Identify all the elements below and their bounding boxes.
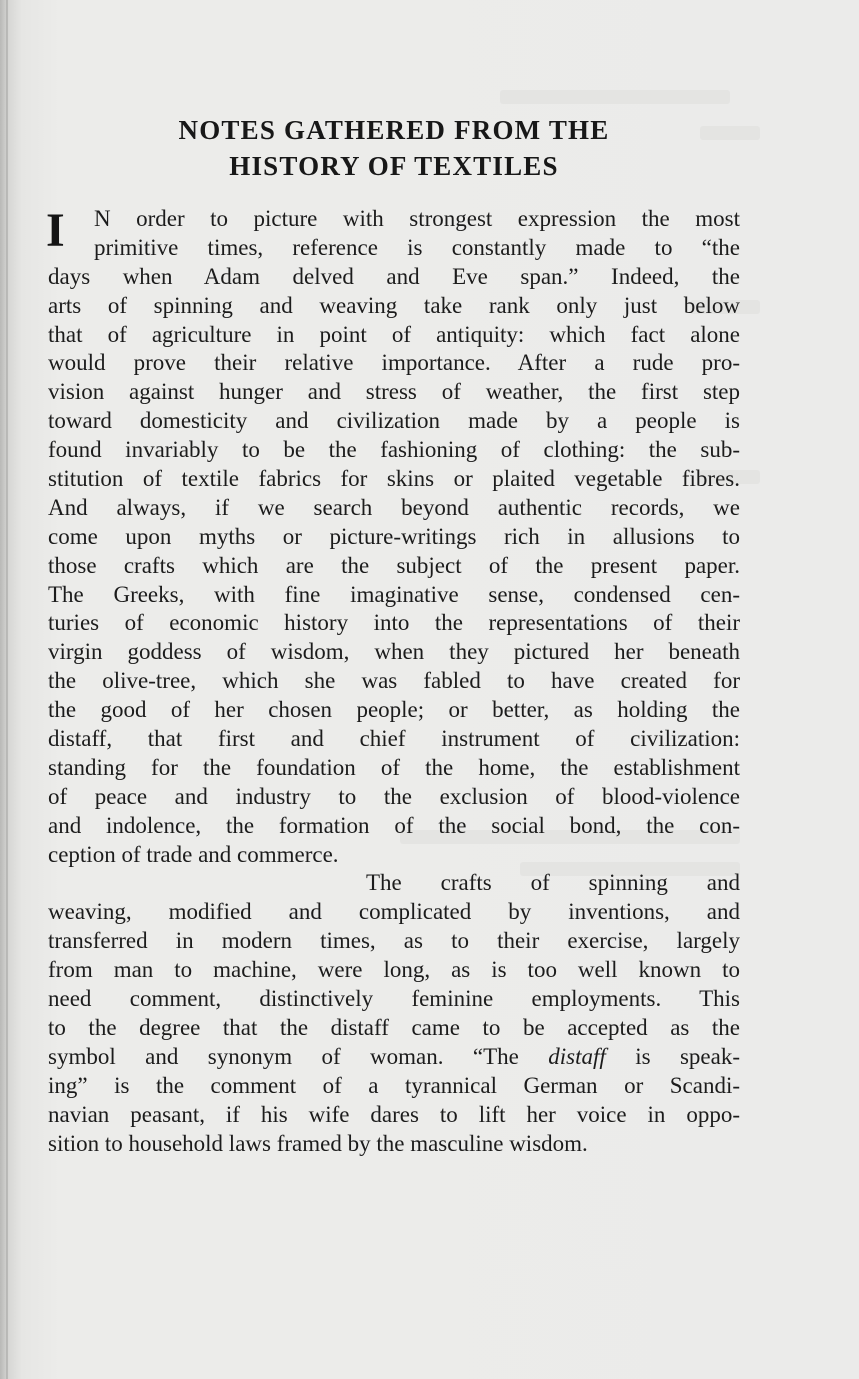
paragraph-1-line: the good of her chosen people; or better, as holding the bbox=[48, 697, 740, 723]
paragraph-2-line: sition to household laws framed by the masculine wisdom. bbox=[48, 1130, 588, 1156]
paragraph-1-line: the olive-tree, which she was fabled to have created for bbox=[48, 668, 740, 694]
paragraph-1-line: vision against hunger and stress of weather, the first step bbox=[48, 379, 740, 405]
paragraph-2-line: transferred in modern times, as to their exercise, largely bbox=[48, 928, 740, 954]
book-gutter bbox=[6, 0, 8, 1379]
paragraph-1-line: virgin goddess of wisdom, when they pictured her beneath bbox=[48, 639, 740, 665]
paragraph-1-line: The Greeks, with fine imaginative sense, condensed cen- bbox=[48, 581, 740, 607]
paragraph-2-line: to the degree that the distaff came to be accepted as the bbox=[48, 1014, 740, 1040]
paragraph-2-line: need comment, distinctively feminine employments. This bbox=[48, 986, 740, 1012]
paragraph-1-line: those crafts which are the subject of the present paper. bbox=[48, 552, 740, 578]
paragraph-2-line: weaving, modified and complicated by inventions, and bbox=[48, 899, 740, 925]
paragraph-2-first-line: The crafts of spinning and bbox=[366, 870, 740, 896]
paragraph-2 bbox=[48, 869, 740, 1158]
paragraph-2-line: from man to machine, were long, as is too well known to bbox=[48, 957, 740, 983]
paragraph-1-line: primitive times, reference is constantly made to “the bbox=[94, 234, 740, 260]
paragraph-1-line: found invariably to be the fashioning of clothing: the sub- bbox=[48, 437, 740, 463]
paragraph-1-line: standing for the foundation of the home, the establishment bbox=[48, 754, 740, 780]
text-run: is speak- bbox=[605, 1043, 740, 1069]
paragraph-1-line: come upon myths or picture-writings rich in allusions to bbox=[48, 523, 740, 549]
chapter-title bbox=[48, 112, 740, 184]
paragraph-1-line: N order to picture with strongest expression the most bbox=[94, 206, 740, 231]
chapter-title-line-1: NOTES GATHERED FROM THE bbox=[178, 115, 610, 145]
paragraph-1-line: that of agriculture in point of antiquity: which fact alone bbox=[48, 321, 740, 347]
paragraph-1 bbox=[48, 205, 740, 869]
paragraph-1-line: toward domesticity and civilization made by a people is bbox=[48, 408, 740, 434]
paragraph-1-line: would prove their relative importance. After a rude pro- bbox=[48, 350, 740, 376]
paragraph-1-line: ception of trade and commerce. bbox=[48, 841, 339, 867]
paragraph-1-line: and indolence, the formation of the social bond, the con- bbox=[48, 812, 740, 838]
paragraph-2-line-distaff bbox=[48, 1043, 740, 1072]
text-run: symbol and synonym of woman. “The bbox=[48, 1043, 549, 1069]
paragraph-1-line: turies of economic history into the representations of their bbox=[48, 610, 740, 636]
paragraph-1-line: of peace and industry to the exclusion of blood-violence bbox=[48, 783, 740, 809]
paragraph-2-line: navian peasant, if his wife dares to lift her voice in oppo- bbox=[48, 1101, 740, 1127]
chapter-title-line-2: HISTORY OF TEXTILES bbox=[229, 151, 559, 181]
paragraph-1-line: distaff, that first and chief instrument of civilization: bbox=[48, 726, 740, 752]
paragraph-1-line: days when Adam delved and Eve span.” Indeed, the bbox=[48, 263, 740, 289]
paragraph-1-line: stitution of textile fabrics for skins or plaited vegetable fibres. bbox=[48, 466, 740, 492]
paragraph-1-line: And always, if we search beyond authentic records, we bbox=[48, 494, 740, 520]
italic-word-distaff: distaff bbox=[548, 1043, 606, 1069]
bleed-through-mark bbox=[500, 90, 730, 104]
paragraph-2-line: ing” is the comment of a tyrannical German or Scandi- bbox=[48, 1072, 740, 1098]
paragraph-1-line: arts of spinning and weaving take rank only just below bbox=[48, 292, 740, 318]
drop-cap-initial: I bbox=[46, 204, 65, 257]
body-text bbox=[48, 205, 740, 1158]
